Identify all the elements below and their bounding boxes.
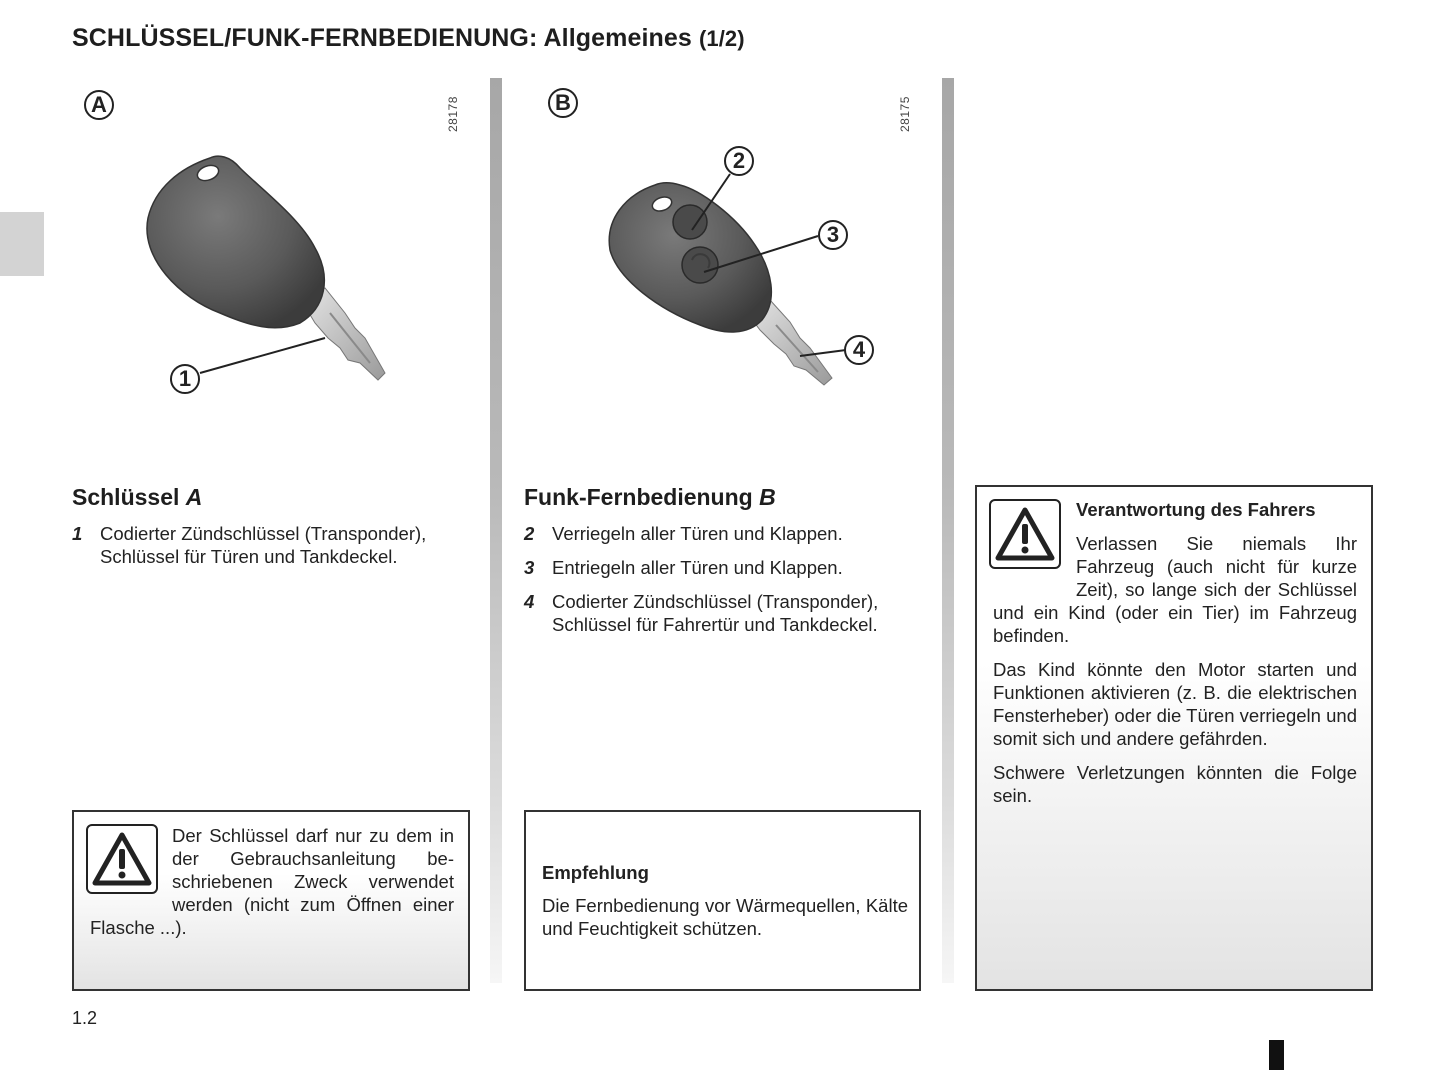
driver-warning-para-3: Schwere Verletzungen könnten die Folge sein. (993, 762, 1357, 806)
remote-b-illustration (600, 150, 860, 390)
column-divider-right (942, 78, 954, 983)
page-title (72, 24, 745, 53)
page-corner-mark (1269, 1040, 1284, 1070)
item-number: 3 (524, 557, 535, 578)
key-warning-text-content: Der Schlüssel darf nur zu dem in der Gebrauchsanleitung beschriebenen Zweck verwendet werden (nicht zum Öffnen einer Flasche ...). (90, 825, 454, 938)
recommendation-box (524, 810, 921, 991)
driver-warning-content (993, 498, 1357, 807)
key-warning-box (72, 810, 470, 991)
recommendation-text: Die Fernbedienung vor Wärmequellen, Kälte und Feuchtigkeit schützen. (542, 895, 908, 939)
page-title-part: (1/2) (698, 26, 745, 51)
remote-section-heading (524, 484, 776, 511)
callout-2: 2 (724, 146, 754, 176)
key-section-heading-text: Schlüssel (72, 484, 180, 510)
item-number: 1 (72, 523, 83, 544)
column-divider-left (490, 78, 502, 983)
remote-item-2 (524, 522, 924, 545)
callout-1: 1 (170, 364, 200, 394)
driver-warning-box (975, 485, 1373, 991)
figure-a-code: 28178 (446, 96, 460, 132)
figure-b-code: 28175 (898, 96, 912, 132)
driver-warning-para-2: Das Kind könnte den Motor starten und Funktionen aktivieren (z. B. die elektrischen Fensterheber) oder die Türen verriegeln und somit sich und andere gefährden. (993, 659, 1357, 749)
callout-4: 4 (844, 335, 874, 365)
item-text: Verriegeln aller Türen und Klappen. (552, 523, 843, 544)
key-item-1 (72, 522, 472, 568)
remote-item-4 (524, 590, 924, 636)
item-number: 4 (524, 591, 535, 612)
figure-a-label: A (84, 90, 114, 120)
key-section-heading-ref: A (185, 484, 203, 510)
remote-section-heading-text: Funk-Fernbedienung (524, 484, 753, 510)
item-text: Entriegeln aller Türen und Klappen. (552, 557, 843, 578)
remote-section-heading-ref: B (759, 484, 776, 510)
page-number: 1.2 (72, 1008, 98, 1028)
chapter-tab (0, 212, 44, 276)
item-number: 2 (524, 523, 535, 544)
key-section-heading (72, 484, 202, 511)
figure-b-label: B (548, 88, 578, 118)
item-text: Codierter Zündschlüssel (Transponder), Schlüssel für Fahrertür und Tankdeckel. (552, 591, 879, 635)
driver-warning-title: Verantwortung des Fahrers (1076, 499, 1316, 520)
page-title-main: SCHLÜSSEL/FUNK-FERNBEDIENUNG: Allgemeines (72, 24, 692, 52)
key-a-illustration (140, 148, 400, 398)
driver-warning-para-1: Verlassen Sie niemals Ihr Fahrzeug (auch nicht für kurze Zeit), so lange sich der Schlüssel und ein Kind (oder ein Tier) im Fahrzeug befinden. (993, 533, 1357, 646)
item-text: Codierter Zündschlüssel (Transponder), Schlüssel für Türen und Tankdeckel. (100, 523, 427, 567)
recommendation-content (542, 861, 908, 940)
remote-item-3 (524, 556, 924, 579)
callout-3: 3 (818, 220, 848, 250)
key-warning-text (90, 824, 454, 939)
recommendation-title: Empfehlung (542, 862, 649, 883)
